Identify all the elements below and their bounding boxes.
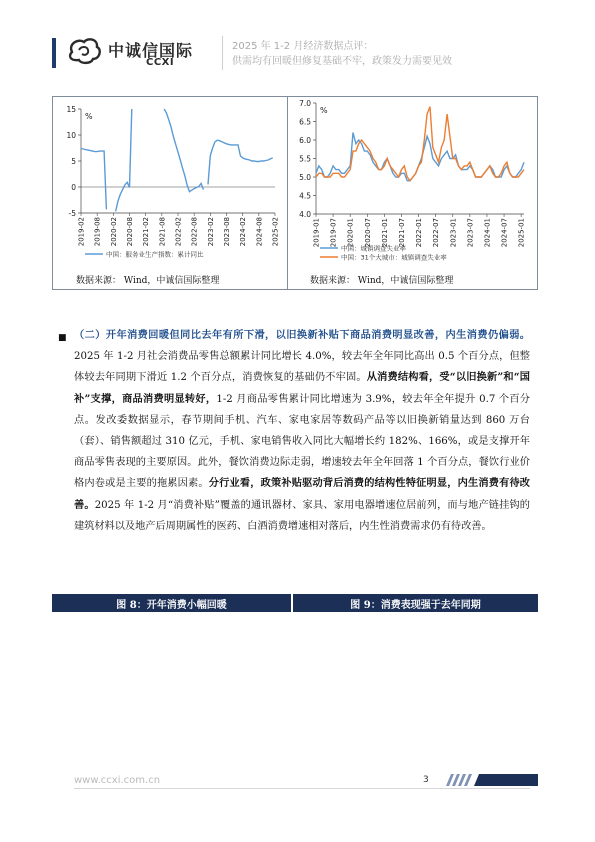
right-chart-x-tick-label: 2019-07 [329, 218, 338, 248]
page-number: 3 [423, 775, 429, 785]
chart-left-lines [81, 109, 273, 211]
right-chart-source: 数据来源： Wind，中诚信国际整理 [310, 276, 454, 286]
left-chart-series-1-line [81, 149, 106, 210]
right-chart-x-tick-label: 2023-07 [466, 218, 475, 248]
left-chart-y-tick-label: 15 [66, 105, 76, 114]
footer-stripes-icon [442, 773, 538, 787]
right-chart-x-tick-label: 2023-01 [449, 218, 458, 248]
right-chart-x-tick-label: 2022-07 [432, 218, 441, 248]
right-chart-x-tick-label: 2020-07 [363, 218, 372, 248]
left-chart-series-1-line [116, 109, 132, 211]
right-chart-x-tick-label: 2022-01 [415, 218, 424, 248]
chart-right-legend [320, 244, 447, 262]
left-chart-y-unit-label: % [85, 112, 93, 121]
right-chart-y-tick-label: 6.5 [299, 117, 311, 127]
right-chart-x-tick-label: 2024-07 [500, 218, 509, 248]
header-separator [222, 36, 223, 70]
right-chart-x-tick-label: 2019-01 [312, 218, 321, 248]
left-chart-y-tick-label: 0 [71, 183, 76, 192]
left-chart-legend-label-1: 中国：服务业生产指数：累计同比 [106, 250, 204, 259]
left-chart-x-tick-label: 2021-08 [158, 217, 167, 247]
left-chart-y-tick-label: 5 [71, 157, 76, 166]
right-chart-x-tick-label: 2020-01 [346, 218, 355, 248]
right-chart-y-tick-label: 7.0 [299, 99, 311, 108]
header-accent-bar [52, 38, 56, 68]
chart-left-axes [66, 105, 279, 246]
left-chart-x-tick-label: 2022-08 [190, 217, 199, 247]
left-chart-y-tick-label: -5 [68, 209, 76, 218]
body-sentence-2: 1-2 月商品零售累计同比增速为 3.9%，较去年全年提升 0.7 个百分点。发改委数据显示，春节期间手机、汽车、家电家居等数码产品等以旧换新销量达到 860 万台（套）、销售额超过 310 亿元，手机、家电销售收入同比大幅增长约 182%、166%，或是支撑开年商品零售表现的主要原因。此外，餐饮消费边际走弱，增速较去年全年回落 1 个百分点，餐饮行业价格内卷或是主要的拖累因素。 [74, 393, 530, 490]
chart-service-production [53, 97, 287, 267]
left-chart-source: 数据来源： Wind，中诚信国际整理 [76, 276, 220, 286]
body-sentence-3: 2025 年 1-2 月“消费补贴”覆盖的通讯器材、家具、家用电器增速位居前列，而与地产链挂钩的建筑材料以及地产后周期属性的医药、白酒消费增速相对落后，内生性消费需求仍有待改善。 [74, 499, 530, 532]
body-paragraph [74, 325, 530, 537]
section-heading: （二）开年消费回暖但同比去年有所下滑，以旧换新补贴下商品消费明显改善，内生消费仍偏弱。 [74, 329, 530, 341]
right-chart-y-tick-label: 4.0 [299, 210, 311, 219]
body-sentence-1: 2025 年 1-2 月社会消费品零售总额累计同比增长 4.0%，较去年全年同比高出 0.5 个百分点，但整体较去年同期下滑近 1.2 个百分点，消费恢复的基础仍不牢固。 [74, 351, 530, 384]
right-chart-legend-label-1: 中国：城镇调查失业率 [341, 244, 406, 253]
report-title-line2: 供需均有回暖但修复基础不牢，政策发力需要见效 [232, 56, 452, 67]
figure-8-caption: 图 8：开年消费小幅回暖 [52, 594, 291, 612]
left-chart-x-tick-label: 2025-02 [271, 217, 280, 247]
left-chart-series-1-line [164, 109, 203, 192]
body-bold-2: 从消费结构看，受“以旧换新”和“国补”支撑，商品消费明显转好， [74, 371, 530, 405]
left-chart-x-tick-label: 2023-02 [206, 217, 215, 247]
chart-unemployment-rate [288, 97, 537, 267]
left-chart-x-tick-label: 2023-08 [223, 217, 231, 247]
left-chart-y-tick-label: 10 [66, 131, 76, 140]
right-chart-y-unit-label: % [320, 106, 328, 115]
chart-right-lines [316, 107, 524, 181]
left-chart-x-tick-label: 2020-08 [126, 217, 134, 247]
right-chart-x-tick-label: 2021-07 [397, 218, 406, 248]
footer-url: www.ccxi.com.cn [74, 775, 161, 786]
chart-left-legend [85, 250, 204, 259]
right-chart-y-tick-label: 4.5 [299, 191, 311, 201]
report-title-line1: 2025 年 1-2 月经济数据点评： [232, 41, 374, 52]
bullet-square-icon: ■ [58, 333, 67, 343]
right-chart-y-tick-label: 5.5 [299, 154, 311, 164]
figure-9-caption: 图 9：消费表现强于去年同期 [293, 594, 538, 612]
left-chart-x-tick-label: 2022-02 [174, 217, 183, 247]
left-chart-x-tick-label: 2019-08 [93, 217, 102, 247]
right-chart-y-tick-label: 6.0 [299, 136, 311, 145]
left-chart-x-tick-label: 2024-02 [239, 217, 248, 247]
right-chart-legend-label-2: 中国：31个大城市：城镇调查失业率 [341, 253, 447, 262]
right-chart-x-tick-label: 2024-01 [483, 218, 492, 248]
logo-english-text: CCXI [146, 57, 175, 68]
left-chart-x-tick-label: 2021-02 [142, 217, 151, 247]
left-chart-series-1-line [208, 140, 273, 184]
right-chart-x-tick-label: 2025-01 [517, 218, 526, 248]
body-bold-3: 分行业看，政策补贴驱动背后消费的结构性特征明显，内生消费有待改善。 [74, 477, 530, 511]
left-chart-x-tick-label: 2020-02 [109, 217, 118, 247]
logo-chinese-text: 中诚信国际 [108, 41, 194, 60]
left-chart-x-tick-label: 2019-02 [77, 217, 86, 247]
ccxi-logo-icon [64, 36, 104, 66]
right-chart-x-tick-label: 2021-01 [380, 218, 389, 248]
left-chart-x-tick-label: 2024-08 [255, 217, 264, 247]
right-chart-y-tick-label: 5.0 [299, 173, 311, 182]
footer-rule [74, 788, 530, 789]
